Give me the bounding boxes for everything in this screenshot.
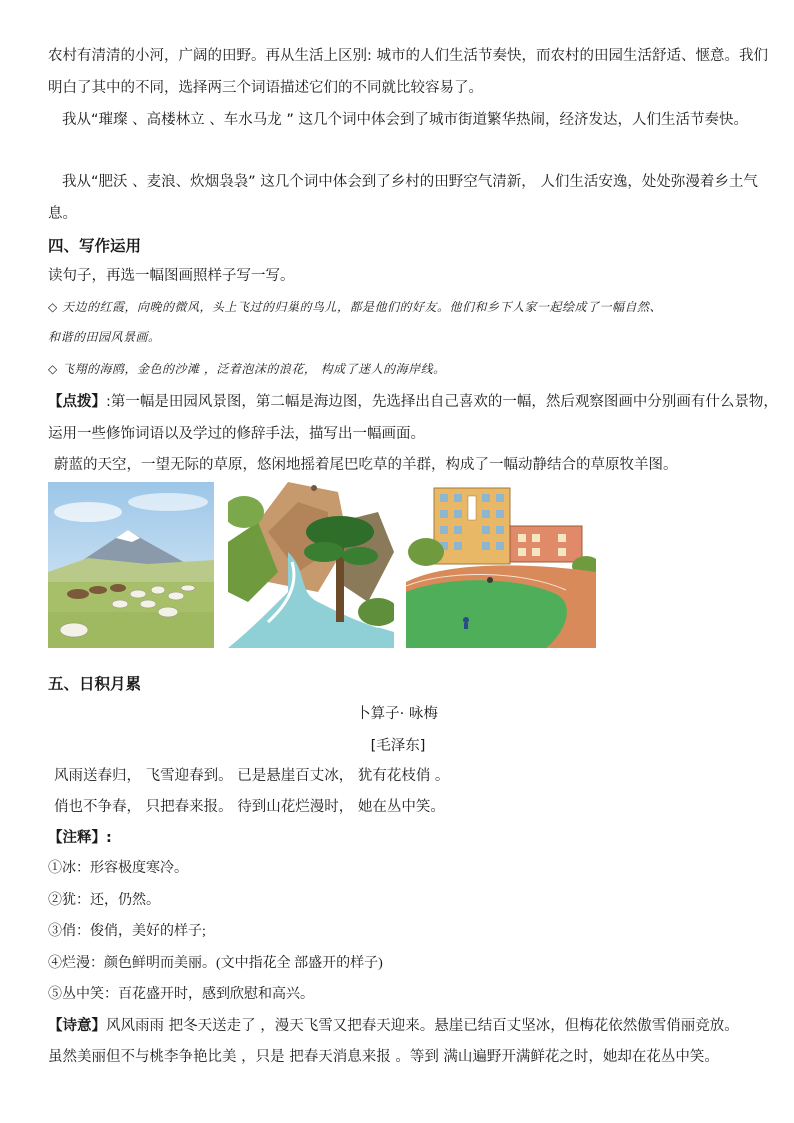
poem-title: 卜算子· 咏梅: [356, 706, 438, 722]
mountain-stream-illustration: [228, 482, 394, 648]
note-4: ④烂漫：颜色鲜明而美丽。(文中指花全 部盛开的样子): [48, 956, 383, 971]
intro-line-1: 农村有清清的小河，广阔的田野。再从生活上区别: 城市的人们生活节奏快，而农村的田园生活舒适、惬意。我们: [48, 48, 768, 64]
section-heading-accumulation: 五、日积月累: [48, 675, 142, 693]
tip-line-2: 运用一些修饰词语以及学过的修辞手法，描写出一幅画面。: [48, 426, 425, 442]
grassland-sheep-illustration: [48, 482, 214, 648]
intro-line-2: 明白了其中的不同，选择两三个词语描述它们的不同就比较容易了。: [48, 80, 483, 96]
meaning-line-2: 虽然美丽但不与桃李争艳比美 ，只是 把春天消息来报 。等到 满山遍野开满鲜花之时，她却在花丛中笑。: [48, 1049, 719, 1065]
note-3: ③俏：俊俏，美好的样子;: [48, 924, 206, 939]
writing-instruction: 读句子，再选一幅图画照样子写一写。: [48, 268, 295, 284]
poem-line-2: 俏也不争春， 只把春来报。 待到山花烂漫时， 她在丛中笑。: [54, 799, 445, 815]
intro-line-3: 我从“璀璨 、高楼林立 、车水马龙 ” 这几个词中体会到了城市街道繁华热闹，经济发达，人们生活节奏快。: [62, 112, 748, 128]
meaning-text-a: 风风雨雨 把冬天送走了 ，漫天飞雪又把春天迎来。悬崖已结百丈坚冰，但梅花依然傲雪俏丽竞放。: [106, 1018, 739, 1034]
tip-text-a: :第一幅是田园风景图，第二幅是海边图，先选择出自己喜欢的一幅，然后观察图画中分别画有什么景物，: [106, 394, 778, 410]
school-playground-illustration: [406, 482, 596, 648]
example-sentence-1b: 和谐的田园风景画。: [48, 330, 161, 344]
tip-label: 【点拨】: [48, 394, 106, 410]
poem-author: [毛泽东]: [370, 738, 426, 754]
note-5: ⑤丛中笑：百花盛开时，感到欣慰和高兴。: [48, 987, 314, 1002]
meaning-label: 【诗意】: [48, 1018, 106, 1034]
example-sentence-1a: ◇ 天边的红霞，向晚的微风，头上飞过的归巢的鸟儿，都是他们的好友。他们和乡下人家一起绘成了一幅自然、: [48, 300, 663, 314]
intro-line-4: 我从“肥沃 、麦浪、炊烟袅袅” 这几个词中体会到了乡村的田野空气清新， 人们生活安逸，处处弥漫着乡土气: [62, 174, 758, 190]
notes-label: 【注释】:: [48, 830, 112, 846]
note-1: ①冰：形容极度寒冷。: [48, 861, 188, 876]
section-heading-writing: 四、写作运用: [48, 237, 142, 255]
meaning-line-1: [48, 1016, 754, 1036]
tip-line-1: [48, 392, 778, 412]
example-sentence-2: ◇ 飞翔的海鸥，金色的沙滩 ，泛着泡沫的浪花， 构成了迷人的海岸线。: [48, 362, 446, 376]
note-2: ②犹：还，仍然。: [48, 893, 160, 908]
sample-answer: 蔚蓝的天空，一望无际的草原，悠闲地摇着尾巴吃草的羊群，构成了一幅动静结合的草原牧羊图。: [54, 457, 678, 473]
poem-line-1: 风雨送春归， 飞雪迎春到。 已是悬崖百丈冰， 犹有花枝俏 。: [54, 768, 450, 784]
intro-line-5: 息。: [48, 206, 77, 222]
